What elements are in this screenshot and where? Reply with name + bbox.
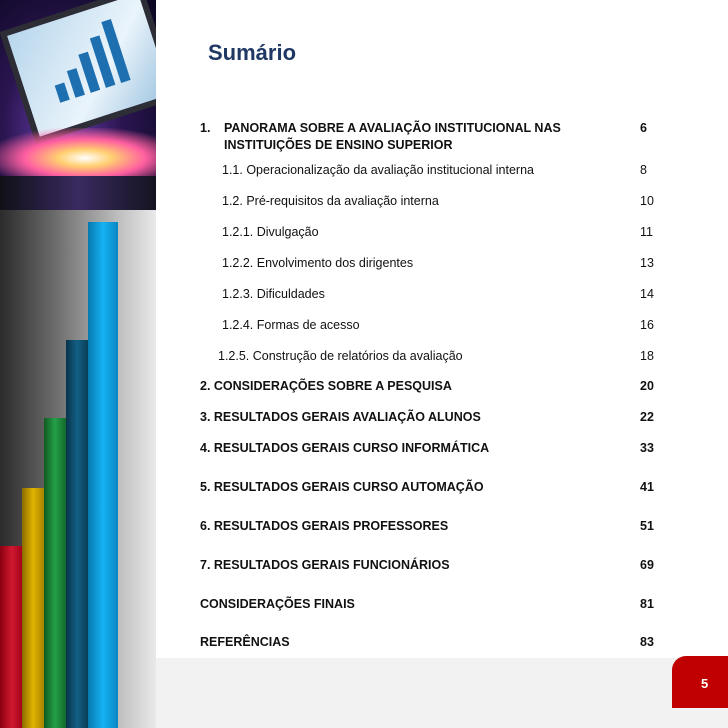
monitor-chart-icon bbox=[0, 0, 156, 144]
toc-entry-page: 11 bbox=[640, 225, 653, 239]
toc-entry-label: PANORAMA SOBRE A AVALIAÇÃO INSTITUCIONAL NAS INSTITUIÇÕES DE ENSINO SUPERIOR bbox=[224, 121, 561, 152]
toc-entry-label: 2. CONSIDERAÇÕES SOBRE A PESQUISA bbox=[200, 379, 452, 393]
page-number: 5 bbox=[701, 676, 709, 691]
decor-bar-green bbox=[44, 418, 66, 728]
toc-entry-label: 4. RESULTADOS GERAIS CURSO INFORMÁTICA bbox=[200, 441, 490, 455]
page-title: Sumário bbox=[208, 40, 297, 65]
toc-entry-label: CONSIDERAÇÕES FINAIS bbox=[200, 597, 355, 611]
toc-entry-label: 7. RESULTADOS GERAIS FUNCIONÁRIOS bbox=[200, 558, 450, 572]
toc-entry-label: 1.2.5. Construção de relatórios da avaliação bbox=[218, 349, 463, 363]
toc-entry-page: 69 bbox=[640, 558, 654, 572]
toc-entry-label: 1.1. Operacionalização da avaliação institucional interna bbox=[222, 163, 534, 177]
toc-entry-page: 18 bbox=[640, 349, 654, 363]
toc-entry-label: 5. RESULTADOS GERAIS CURSO AUTOMAÇÃO bbox=[200, 480, 484, 494]
computer-chart-photo bbox=[0, 0, 156, 210]
toc-entry-page: 81 bbox=[640, 597, 654, 611]
decorative-sidebar bbox=[0, 0, 156, 728]
toc-entry-page: 10 bbox=[640, 194, 654, 208]
toc-entry-page: 41 bbox=[640, 480, 654, 494]
toc-entry-page: 6 bbox=[640, 121, 647, 135]
toc-entry-page: 83 bbox=[640, 635, 654, 649]
toc-entry-1[interactable] bbox=[200, 120, 660, 156]
toc-entry-label: REFERÊNCIAS bbox=[200, 635, 290, 649]
toc-entry-page: 14 bbox=[640, 287, 654, 301]
footer-strip bbox=[156, 658, 728, 728]
toc-entry-label: 3. RESULTADOS GERAIS AVALIAÇÃO ALUNOS bbox=[200, 410, 481, 424]
decor-bar-yellow bbox=[22, 488, 44, 728]
toc-entry-label: 6. RESULTADOS GERAIS PROFESSORES bbox=[200, 519, 449, 533]
keyboard-ribbon bbox=[0, 176, 156, 210]
toc-entry-label: 1.2.4. Formas de acesso bbox=[222, 318, 360, 332]
decor-bar-teal bbox=[66, 340, 88, 728]
toc-entry-page: 16 bbox=[640, 318, 654, 332]
decor-bar-red bbox=[0, 546, 24, 728]
page-number-badge bbox=[672, 656, 728, 708]
decor-bar-blue bbox=[88, 222, 118, 728]
toc-entry-page: 22 bbox=[640, 410, 654, 424]
toc-entry-page: 20 bbox=[640, 379, 654, 393]
toc-entry-number: 1. bbox=[200, 121, 211, 135]
toc-entry-page: 33 bbox=[640, 441, 654, 455]
toc-entry-page: 51 bbox=[640, 519, 654, 533]
toc-entry-label: 1.2.3. Dificuldades bbox=[222, 287, 325, 301]
toc-entry-label: 1.2. Pré-requisitos da avaliação interna bbox=[222, 194, 439, 208]
toc-entry-label: 1.2.1. Divulgação bbox=[222, 225, 319, 239]
toc-entry-label: 1.2.2. Envolvimento dos dirigentes bbox=[222, 256, 414, 270]
toc-entry-page: 13 bbox=[640, 256, 654, 270]
toc-entry-page: 8 bbox=[640, 163, 647, 177]
